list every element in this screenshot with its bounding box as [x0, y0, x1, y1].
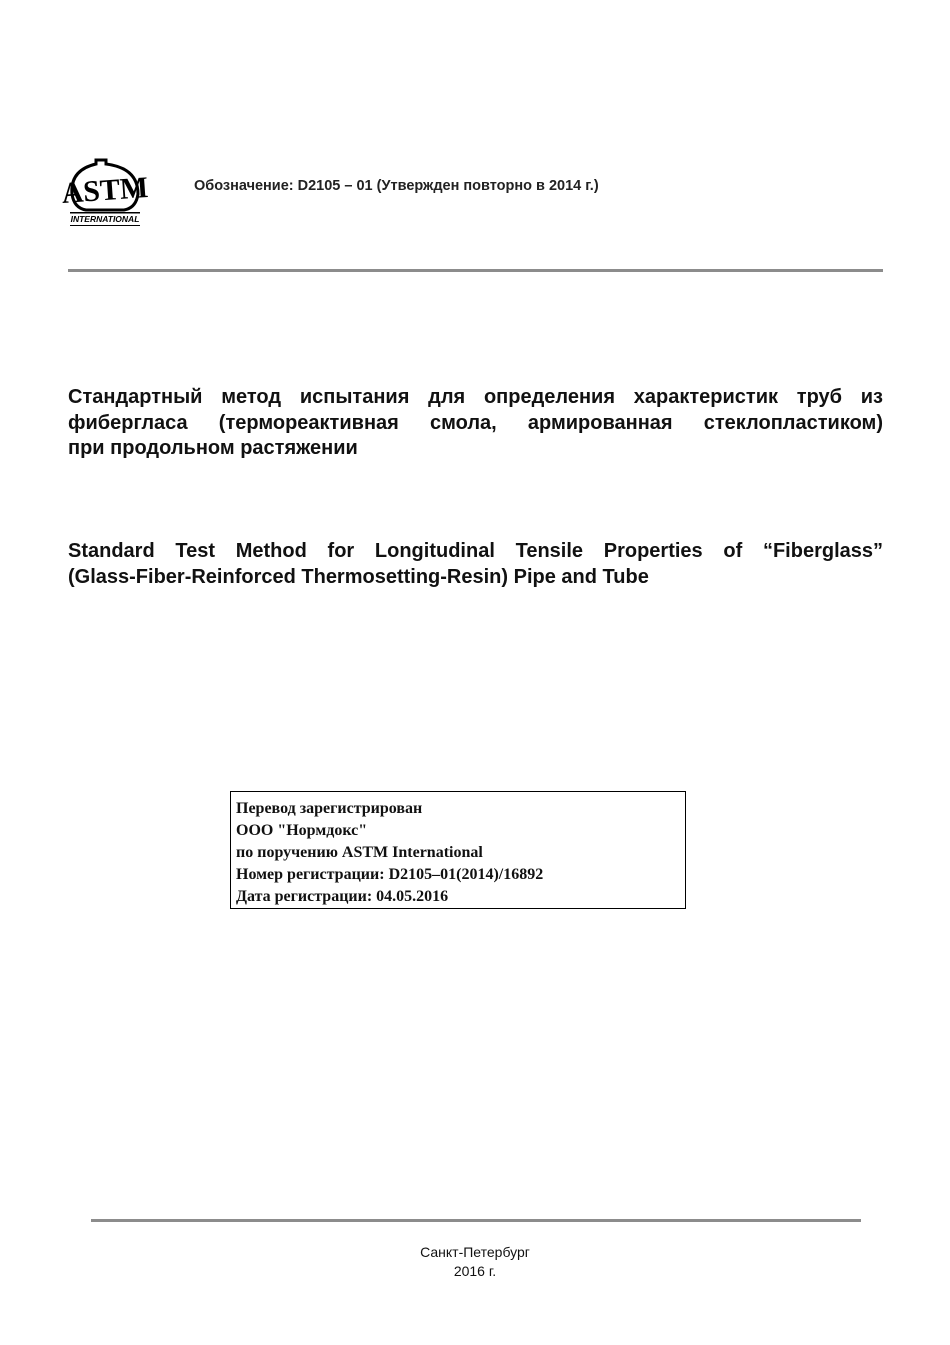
footer: [0, 1243, 950, 1281]
registration-number: Номер регистрации: D2105–01(2014)/16892: [236, 866, 544, 883]
logo-mark: ASTM: [60, 171, 150, 210]
title-ru-line: Стандартный метод испытания для определения характеристик труб из: [68, 386, 883, 408]
document-designation: Обозначение: D2105 – 01 (Утвержден повторно в 2014 г.): [194, 178, 599, 194]
header-divider: [68, 269, 883, 272]
registration-box: [230, 791, 686, 909]
logo-subtitle: INTERNATIONAL: [70, 214, 140, 224]
registration-line: по поручению ASTM International: [236, 844, 483, 861]
title-english: [68, 539, 883, 590]
footer-divider: [91, 1219, 861, 1222]
registration-line: ООО "Нормдокс": [236, 822, 368, 839]
title-ru-line: фибергласа (термореактивная смола, армированная стеклопластиком): [68, 411, 883, 434]
astm-international-logo-icon: [60, 156, 150, 228]
footer-year: 2016 г.: [453, 1263, 497, 1279]
registration-date: Дата регистрации: 04.05.2016: [236, 888, 449, 905]
title-en-line: Standard Test Method for Longitudinal Tensile Properties of “Fiberglass”: [68, 540, 883, 562]
title-ru-line: при продольном растяжении: [68, 437, 358, 459]
title-en-line: (Glass-Fiber-Reinforced Thermosetting-Resin) Pipe and Tube: [68, 565, 649, 588]
astm-logo: [60, 156, 150, 228]
registration-line: Перевод зарегистрирован: [236, 800, 423, 817]
title-russian: [68, 385, 883, 462]
footer-city: Санкт-Петербург: [420, 1244, 530, 1260]
